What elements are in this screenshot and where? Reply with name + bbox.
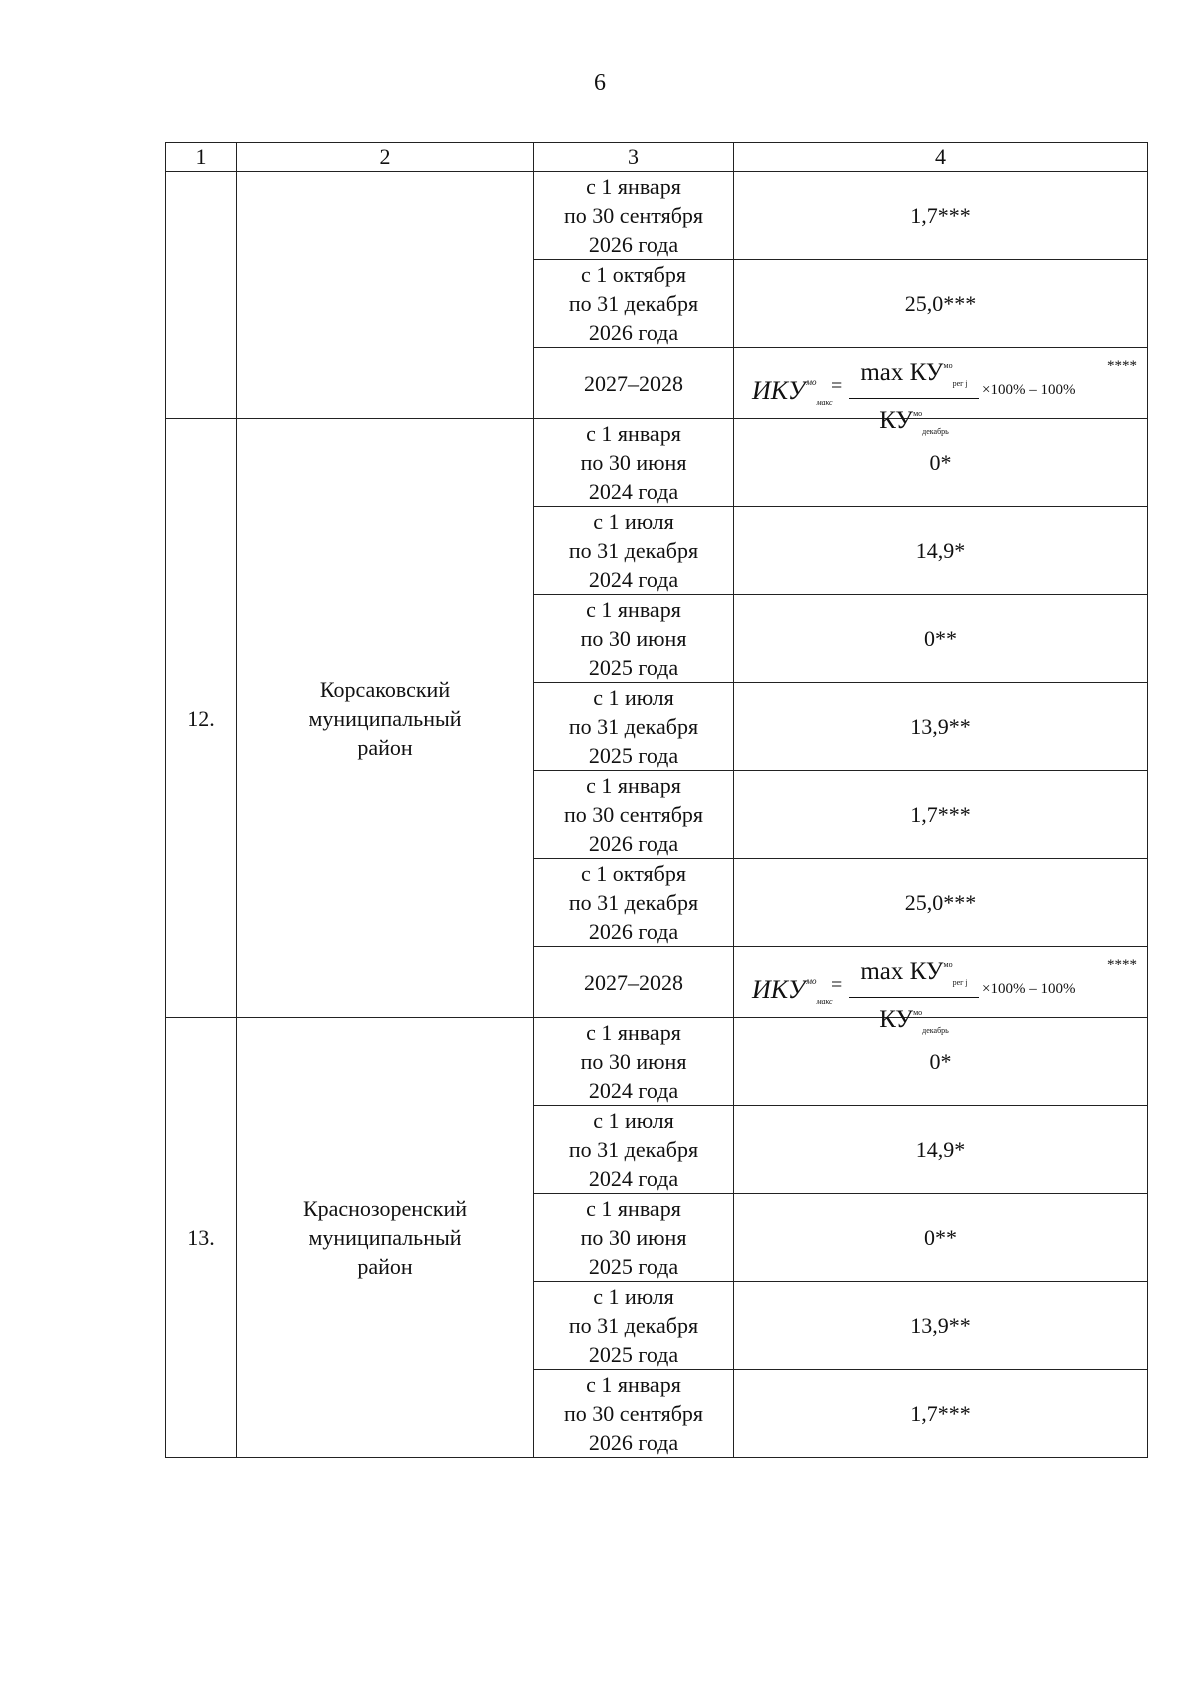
period-cell <box>534 1194 734 1282</box>
formula-numerator-main: max КУ <box>860 958 944 985</box>
period-line: с 1 января <box>586 773 681 798</box>
period-line: 2024 года <box>588 1166 679 1191</box>
period-line: с 1 января <box>586 1372 681 1397</box>
value-cell: 25,0*** <box>734 859 1148 947</box>
value-cell: 0** <box>734 595 1148 683</box>
municipality-name <box>237 419 534 1018</box>
formula-fraction <box>849 352 979 447</box>
value-cell: 13,9** <box>734 1282 1148 1370</box>
value-cell: 1,7*** <box>734 771 1148 859</box>
formula-numerator-main: max КУ <box>860 359 944 386</box>
formula-lhs-sup: мо <box>806 377 817 387</box>
formula-numerator <box>849 352 979 399</box>
period-line: по 31 декабря <box>568 1313 699 1338</box>
period-line: 2025 года <box>588 1254 679 1279</box>
period-line: 2027–2028 <box>584 370 683 396</box>
formula-footnote-mark: **** <box>1107 957 1137 973</box>
period-line: 2026 года <box>588 320 679 345</box>
formula-numerator-sup: мо <box>943 361 953 370</box>
municipality-name-line: Краснозоренский <box>302 1196 468 1221</box>
period-line: 2025 года <box>588 655 679 680</box>
period-line: по 31 декабря <box>568 291 699 316</box>
municipality-name-line: район <box>357 734 413 760</box>
table-row <box>166 172 1148 260</box>
formula-denominator-sub: декабрь <box>922 1026 949 1035</box>
municipality-name-line: район <box>357 1254 413 1279</box>
period-line: с 1 октября <box>581 262 686 287</box>
header-col-2: 2 <box>237 143 534 172</box>
period-line: по 30 сентября <box>563 203 704 228</box>
tariff-table <box>165 142 1148 1458</box>
period-cell <box>534 771 734 859</box>
formula-lhs <box>752 967 833 1016</box>
formula-numerator-sub: рег j <box>952 379 968 388</box>
formula-footnote-mark: **** <box>1107 358 1137 374</box>
period-cell <box>534 507 734 595</box>
period-line: по 31 декабря <box>568 714 699 739</box>
municipality-name <box>237 1018 534 1458</box>
formula-denominator-main: КУ <box>879 407 914 434</box>
value-cell: 0* <box>734 419 1148 507</box>
period-cell <box>534 1370 734 1458</box>
period-line: 2025 года <box>588 743 679 768</box>
period-line: с 1 января <box>586 174 681 199</box>
period-line: 2024 года <box>588 479 679 504</box>
formula-denominator <box>849 998 979 1046</box>
value-cell: 1,7*** <box>734 172 1148 260</box>
formula-equals: = <box>831 974 843 996</box>
header-col-3: 3 <box>534 143 734 172</box>
formula-denominator-sup: мо <box>913 1008 923 1017</box>
value-cell: 13,9** <box>734 683 1148 771</box>
formula-tail: ×100% – 100% <box>982 981 1076 997</box>
period-line: 2025 года <box>588 1342 679 1367</box>
formula-denominator-sub: декабрь <box>922 427 949 436</box>
period-line: по 31 декабря <box>568 890 699 915</box>
period-cell <box>534 419 734 507</box>
formula-numerator-sup: мо <box>943 960 953 969</box>
value-cell: 25,0*** <box>734 260 1148 348</box>
period-cell <box>534 595 734 683</box>
formula-cell <box>734 947 1148 1035</box>
page-number: 6 <box>594 70 606 96</box>
period-line: с 1 июля <box>593 685 674 710</box>
formula-lhs <box>752 368 833 417</box>
period-line: по 30 июня <box>580 1049 687 1074</box>
period-cell <box>534 947 734 1018</box>
formula-lhs-main: ИКУ <box>752 975 806 1004</box>
formula-tail: ×100% – 100% <box>982 382 1076 398</box>
period-line: 2024 года <box>588 567 679 592</box>
value-cell: 14,9* <box>734 507 1148 595</box>
formula-iku-max <box>734 947 1147 1035</box>
period-line: по 31 декабря <box>568 1137 699 1162</box>
value-cell: 0** <box>734 1194 1148 1282</box>
period-cell <box>534 260 734 348</box>
period-cell <box>534 348 734 419</box>
period-line: по 31 декабря <box>568 538 699 563</box>
formula-iku-max <box>734 348 1147 436</box>
formula-cell <box>734 348 1148 436</box>
period-line: по 30 сентября <box>563 1401 704 1426</box>
table-row <box>166 1018 1148 1106</box>
value-cell: 14,9* <box>734 1106 1148 1194</box>
period-cell <box>534 1282 734 1370</box>
row-number <box>166 172 237 419</box>
period-line: с 1 июля <box>593 1284 674 1309</box>
formula-denominator <box>849 399 979 447</box>
header-col-1: 1 <box>166 143 237 172</box>
header-row <box>166 143 1148 172</box>
municipality-name <box>237 172 534 419</box>
period-line: 2027–2028 <box>584 969 683 995</box>
period-line: по 30 июня <box>580 1225 687 1250</box>
period-line: 2026 года <box>588 831 679 856</box>
period-line: 2026 года <box>588 232 679 257</box>
value-cell: 1,7*** <box>734 1370 1148 1458</box>
municipality-name-line: муниципальный <box>308 705 462 731</box>
table-row <box>166 419 1148 507</box>
value-cell: 0* <box>734 1018 1148 1106</box>
period-cell <box>534 1106 734 1194</box>
period-line: с 1 января <box>586 1020 681 1045</box>
row-number: 12. <box>166 419 237 1018</box>
formula-lhs-sub: макс <box>816 398 833 408</box>
header-col-4: 4 <box>734 143 1148 172</box>
period-cell <box>534 859 734 947</box>
period-line: с 1 января <box>586 421 681 446</box>
period-line: 2024 года <box>588 1078 679 1103</box>
formula-lhs-sub: макс <box>816 997 833 1007</box>
period-line: по 30 сентября <box>563 802 704 827</box>
period-cell <box>534 683 734 771</box>
period-line: по 30 июня <box>580 626 687 651</box>
formula-denominator-sup: мо <box>913 409 923 418</box>
period-line: 2026 года <box>588 919 679 944</box>
row-number: 13. <box>166 1018 237 1458</box>
period-line: с 1 июля <box>593 1108 674 1133</box>
period-cell <box>534 1018 734 1106</box>
formula-numerator <box>849 951 979 998</box>
period-cell <box>534 172 734 260</box>
period-line: с 1 января <box>586 597 681 622</box>
formula-denominator-main: КУ <box>879 1006 914 1033</box>
municipality-name-line: муниципальный <box>308 1225 462 1250</box>
period-line: 2026 года <box>588 1430 679 1455</box>
period-line: с 1 октября <box>581 861 686 886</box>
period-line: по 30 июня <box>580 450 687 475</box>
formula-lhs-sup: мо <box>806 976 817 986</box>
formula-lhs-main: ИКУ <box>752 376 806 405</box>
period-line: с 1 июля <box>593 509 674 534</box>
municipality-name-line: Корсаковский <box>319 676 451 702</box>
formula-numerator-sub: рег j <box>952 978 968 987</box>
formula-equals: = <box>831 375 843 397</box>
period-line: с 1 января <box>586 1196 681 1221</box>
formula-fraction <box>849 951 979 1046</box>
